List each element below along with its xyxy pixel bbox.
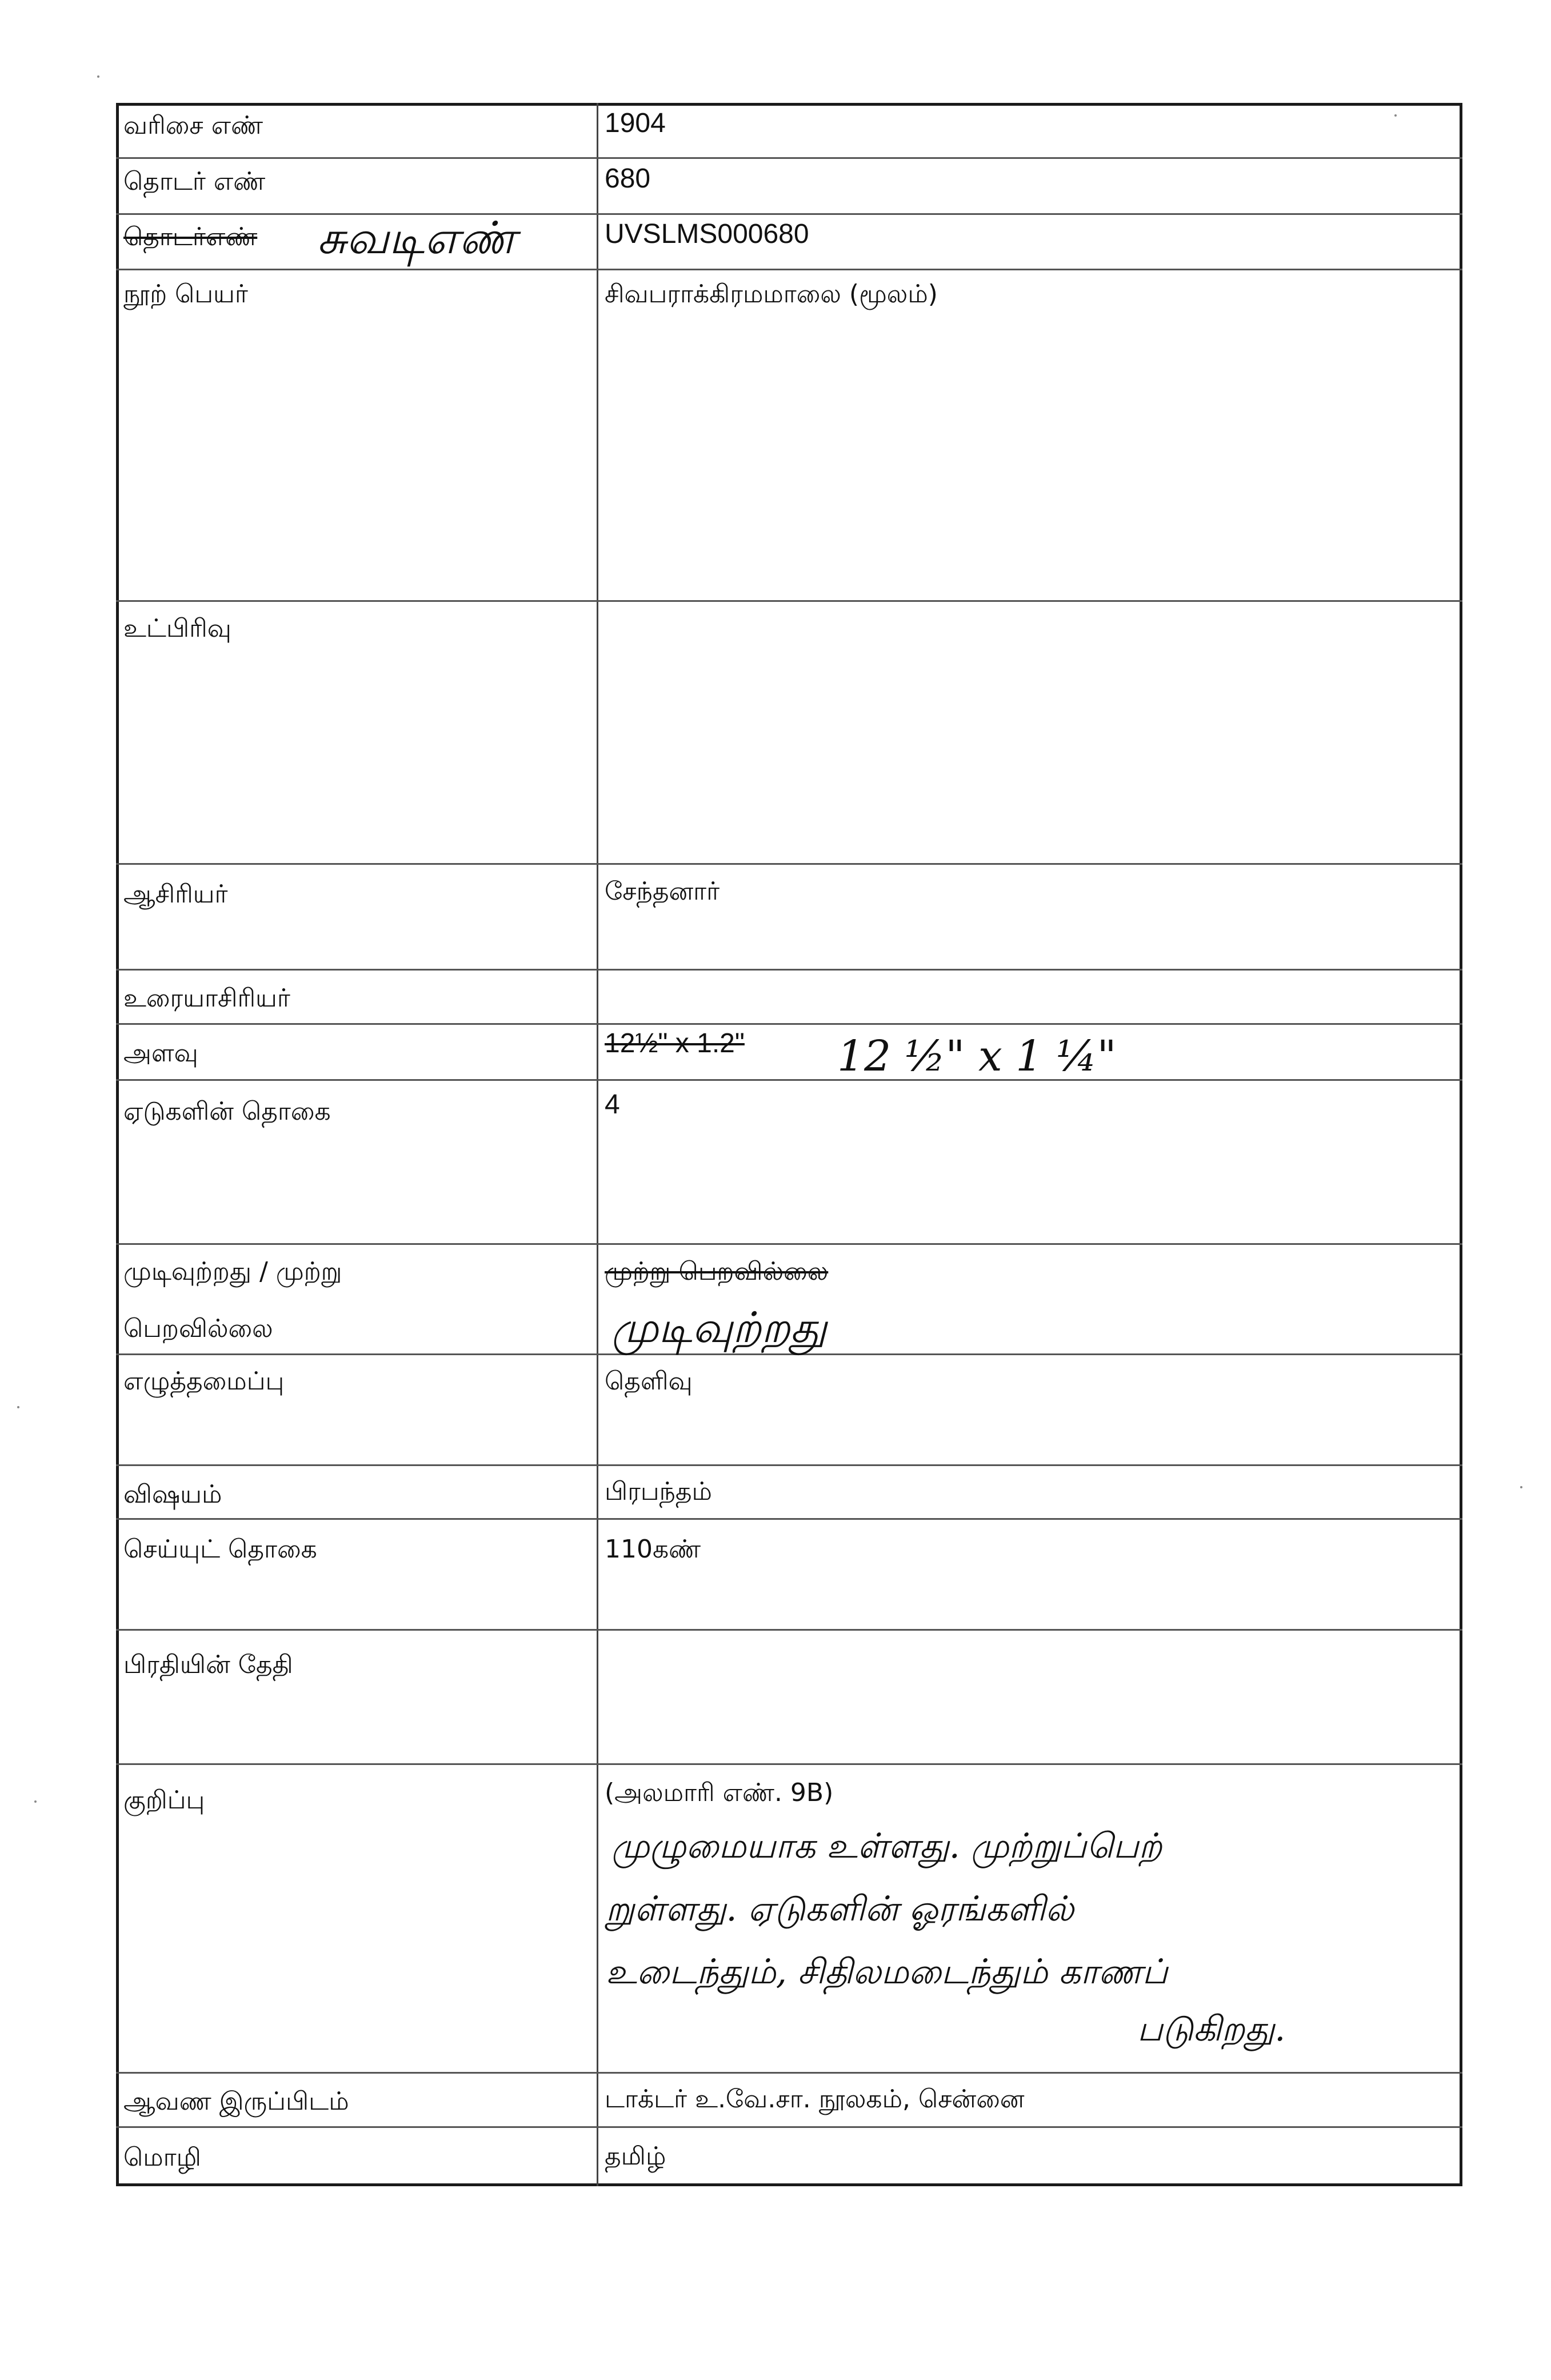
subject-label: விஷயம் (123, 1480, 222, 1509)
script-label: எழுத்தமைப்பு (123, 1367, 285, 1396)
row-divider (116, 1079, 1462, 1081)
table-frame (116, 103, 1462, 2186)
language-value: தமிழ் (605, 2142, 666, 2171)
sequence-number-value: 680 (605, 163, 651, 194)
verse-count-label: செய்யுட் தொகை (123, 1535, 317, 1564)
commentator-label: உரையாசிரியர் (123, 984, 290, 1013)
catalogue-number-label: தொடர்எண் (123, 222, 258, 251)
author-value: சேந்தனார் (605, 877, 720, 906)
repository-label: ஆவண இருப்பிடம் (123, 2087, 349, 2116)
completion-value-struck: முற்று பெறவில்லை (605, 1257, 829, 1286)
row-divider (116, 2072, 1462, 2074)
handwritten-note-line: படுகிறது. (1137, 2009, 1286, 2049)
completion-label-line2: பெறவில்லை (123, 1314, 273, 1343)
row-divider (116, 1518, 1462, 1520)
scan-speck (1520, 1486, 1522, 1488)
leaf-count-label: ஏடுகளின் தொகை (123, 1097, 331, 1126)
author-label: ஆசிரியர் (123, 880, 228, 909)
handwritten-size-value: 12 ½" x 1 ¼" (837, 1032, 1117, 1081)
row-divider (116, 1464, 1462, 1466)
title-label: நூற் பெயர் (123, 279, 248, 309)
size-label: அளவு (123, 1039, 198, 1068)
notes-label: குறிப்பு (123, 1786, 205, 1815)
sequence-number-label: தொடர் எண் (123, 167, 266, 196)
serial-number-label: வரிசை எண் (123, 111, 263, 140)
column-divider (597, 103, 598, 2186)
leaf-count-value: 4 (605, 1089, 620, 1120)
scan-speck (34, 1800, 37, 1803)
row-divider (116, 1243, 1462, 1245)
handwritten-note-line: உடைந்தும், சிதிலமடைந்தும் காணப் (606, 1952, 1168, 1992)
language-label: மொழி (123, 2143, 201, 2172)
serial-number-value: 1904 (605, 108, 666, 138)
row-divider (116, 2126, 1462, 2128)
subject-value: பிரபந்தம் (605, 1477, 712, 1506)
handwritten-completion-value: முடிவுற்றது (611, 1303, 827, 1352)
scan-speck (97, 75, 99, 78)
scan-speck (17, 1406, 19, 1408)
row-divider (116, 157, 1462, 159)
size-value-struck: 12½" x 1.2" (605, 1028, 745, 1059)
repository-value: டாக்டர் உ.வே.சா. நூலகம், சென்னை (605, 2085, 1025, 2114)
handwritten-manuscript-number-label: சுவடிஎண் (317, 213, 516, 264)
catalogue-number-value: UVSLMS000680 (605, 219, 809, 249)
row-divider (116, 1023, 1462, 1025)
copy-date-label: பிரதியின் தேதி (123, 1650, 293, 1679)
row-divider (116, 863, 1462, 865)
handwritten-note-line: முழுமையாக உள்ளது. முற்றுப்பெற் (611, 1826, 1162, 1866)
row-divider (116, 1763, 1462, 1765)
notes-value: (அலமாரி எண். 9B) (605, 1778, 834, 1807)
row-divider (116, 969, 1462, 971)
row-divider (116, 1629, 1462, 1631)
scan-speck (1394, 114, 1397, 117)
handwritten-note-line: றுள்ளது. ஏடுகளின் ஓரங்களில் (606, 1889, 1074, 1929)
title-value: சிவபராக்கிரமமாலை (மூலம்) (605, 279, 938, 309)
completion-label-line1: முடிவுற்றது / முற்று (123, 1257, 342, 1286)
subdivision-label: உட்பிரிவு (123, 614, 231, 643)
row-divider (116, 600, 1462, 602)
verse-count-value: 110கண் (605, 1535, 701, 1564)
script-value: தெளிவு (605, 1367, 693, 1396)
